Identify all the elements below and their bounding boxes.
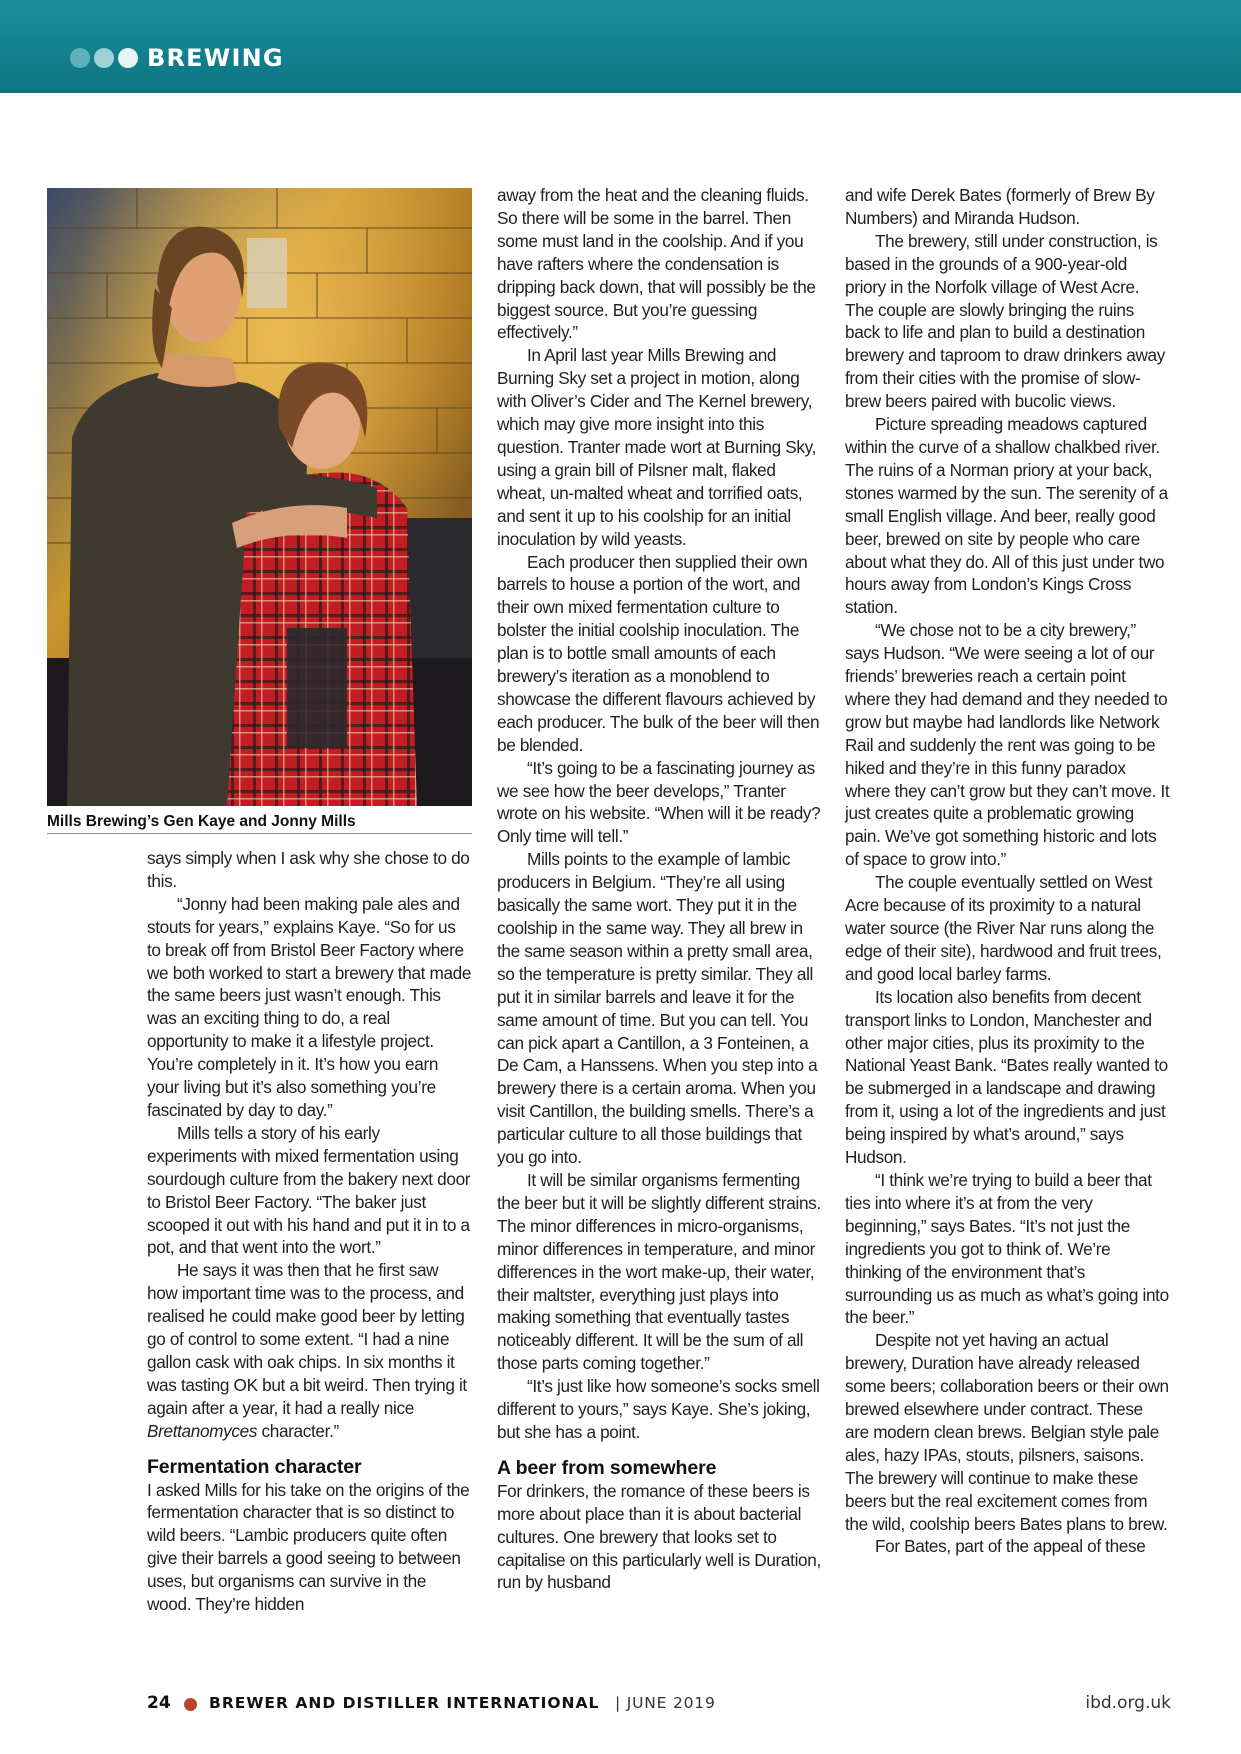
- article-column-2: [497, 184, 822, 1594]
- article-column-3: [845, 184, 1170, 1558]
- paragraph: Each producer then supplied their own barrels to house a portion of the wort, and their own mixed fermentation culture to bolster the initial coolship inoculation. The plan is to bottle small amounts of each brewery’s iteration as a monoblend to showcase the different flavours achieved by each producer. The bulk of the beer will then be blended.: [497, 551, 820, 755]
- subheading: Fermentation character: [147, 1455, 362, 1478]
- article-column-1: [147, 847, 472, 1616]
- website-link[interactable]: ibd.org.uk: [1085, 1693, 1171, 1713]
- section-dots-icon: [70, 48, 138, 68]
- photo-caption: Mills Brewing’s Gen Kaye and Jonny Mills: [47, 813, 356, 830]
- article-photo: [47, 188, 472, 806]
- photo-illustration: [47, 188, 472, 806]
- paragraph: says simply when I ask why she chose to do this.: [147, 848, 470, 891]
- paragraph: [147, 1259, 472, 1442]
- dot-icon: [70, 48, 90, 68]
- paragraph: I asked Mills for his take on the origins of the fermentation character that is so distinct to wild beers. “Lambic producers quite often give their barrels a good seeing to between uses, but organisms can survive in the wood. They’re hidden: [147, 1479, 470, 1615]
- section-title: BREWING: [147, 44, 284, 72]
- paragraph: Despite not yet having an actual brewery, Duration have already released some beers; collaboration beers or their own brewed elsewhere under contract. These are modern clean brews. Belgian style pale ales, hazy IPAs, stouts, pilsners, saisons. The brewery will continue to make these beers but the real excitement comes from the wild, coolship beers Bates plans to brew.: [845, 1330, 1169, 1534]
- paragraph: Picture spreading meadows captured within the curve of a shallow chalkbed river. The ruins of a Norman priory at your back, stones warmed by the sun. The serenity of a small English village. And beer, really good beer, brewed on site by people who care about what they do. All of this just under two hours away from London’s Kings Cross station.: [845, 414, 1168, 618]
- caption-divider: [47, 833, 472, 834]
- publication-name: BREWER AND DISTILLER INTERNATIONAL: [209, 1694, 600, 1712]
- page-number: 24: [147, 1693, 171, 1713]
- paragraph: For drinkers, the romance of these beers is more about place than it is about bacterial cultures. One brewery that looks set to capitalise on this particularly well is Duration, run by husband: [497, 1480, 821, 1593]
- page-footer: [147, 1693, 1171, 1717]
- paragraph: and wife Derek Bates (formerly of Brew By Numbers) and Miranda Hudson.: [845, 185, 1155, 228]
- paragraph: “It’s just like how someone’s socks smell different to yours,” says Kaye. She’s joking, but she has a point.: [497, 1376, 820, 1442]
- paragraph: “I think we’re trying to build a beer that ties into where it’s at from the very beginning,” says Bates. “It’s not just the ingredients you got to think of. We’re thinking of the environment that’s surrounding us as much as what’s going into the beer.”: [845, 1169, 1169, 1328]
- dot-icon: [118, 48, 138, 68]
- paragraph: “It’s going to be a fascinating journey as we see how the beer develops,” Tranter wrote on his website. “When will it be ready? Only time will tell.”: [497, 757, 821, 847]
- paragraph: For Bates, part of the appeal of these: [875, 1536, 1146, 1557]
- paragraph-text: He says it was then that he first saw how important time was to the process, and realised he could make good beer by letting go of control to some extent. “I had a nine gallon cask with oak chips. In six months it was tasting OK but a bit weird. Then trying it again after a year, it had a really nice: [147, 1260, 467, 1418]
- paragraph: “Jonny had been making pale ales and stouts for years,” explains Kaye. “So for us to break off from Bristol Beer Factory where we both worked to start a brewery that made the same beers just wasn’t enough. This was an exciting thing to do, a real opportunity to make it a lifestyle project. You’re completely in it. It’s how you earn your living but it’s also something you’re fascinated by day to day.”: [147, 893, 472, 1120]
- paragraph: away from the heat and the cleaning fluids. So there will be some in the barrel. Then some must land in the coolship. And if you have rafters where the condensation is dripping back down, that will possibly be the biggest source. But you’re guessing effectively.”: [497, 185, 816, 343]
- paragraph: Mills points to the example of lambic producers in Belgium. “They’re all using basically the same wort. They put it in the coolship in the same way. They all brew in the same season within a pretty small area, so the temperature is pretty similar. They all put it in similar barrels and leave it for the same amount of time. But you can tell. You can pick apart a Cantillon, a 3 Fonteinen, a De Cam, a Hanssens. When you step into a brewery there is a certain aroma. When you visit Cantillon, the building smells. There’s a particular culture to all those buildings that you go into.: [497, 849, 818, 1168]
- paragraph: Mills tells a story of his early experiments with mixed fermentation using sourdough culture from the bakery next door to Bristol Beer Factory. “The baker just scooped it out with his hand and put it in to a pot, and that went into the wort.”: [147, 1122, 471, 1258]
- paragraph: “We chose not to be a city brewery,” says Hudson. “We were seeing a lot of our friends’ breweries reach a certain point where they had demand and they needed to grow but maybe had landlords like Network Rail and suddenly the rent was going to be hiked and they’re in this funny paradox where they can’t grow but they can’t move. It just creates quite a problematic growing pain. We’ve got something historic and lots of space to grow into.”: [845, 620, 1170, 870]
- dot-icon: [94, 48, 114, 68]
- paragraph-text: character.”: [257, 1420, 339, 1441]
- paragraph: In April last year Mills Brewing and Burning Sky set a project in motion, along with Oliver’s Cider and The Kernel brewery, which may give more insight into this question. Tranter made wort at Burning Sky, using a grain bill of Pilsner malt, flaked wheat, un-malted wheat and torrified oats, and sent it up to his coolship for an initial inoculation by wild yeasts.: [497, 345, 816, 549]
- paragraph: The brewery, still under construction, is based in the grounds of a 900-year-old priory in the Norfolk village of West Acre. The couple are slowly bringing the ruins back to life and plan to build a destination brewery and taproom to draw drinkers away from their cities with the promise of slow-brew beers paired with bucolic views.: [845, 230, 1166, 412]
- paragraph: It will be similar organisms fermenting the beer but it will be slightly different strains. The minor differences in micro-organisms, minor differences in temperature, and minor differences in the wort make-up, their water, their maltster, everything just plays into making something that eventually tastes noticeably different. It will be the sum of all those parts coming together.”: [497, 1169, 821, 1374]
- paragraph: The couple eventually settled on West Acre because of its proximity to a natural water source (the River Nar runs along the edge of their site), hardwood and fruit trees, and good local barley farms.: [845, 872, 1162, 984]
- italic-term: Brettanomyces: [147, 1420, 258, 1441]
- issue-date: | JUNE 2019: [615, 1694, 716, 1712]
- paragraph: Its location also benefits from decent transport links to London, Manchester and other major cities, plus its proximity to the National Yeast Bank. “Bates really wanted to be submerged in a landscape and drawing from it, using a lot of the ingredients and just being inspired by what’s around,” says Hudson.: [845, 986, 1168, 1168]
- section-header-bar: [0, 0, 1241, 93]
- footer-dot-icon: [184, 1698, 197, 1711]
- subheading: A beer from somewhere: [497, 1456, 717, 1479]
